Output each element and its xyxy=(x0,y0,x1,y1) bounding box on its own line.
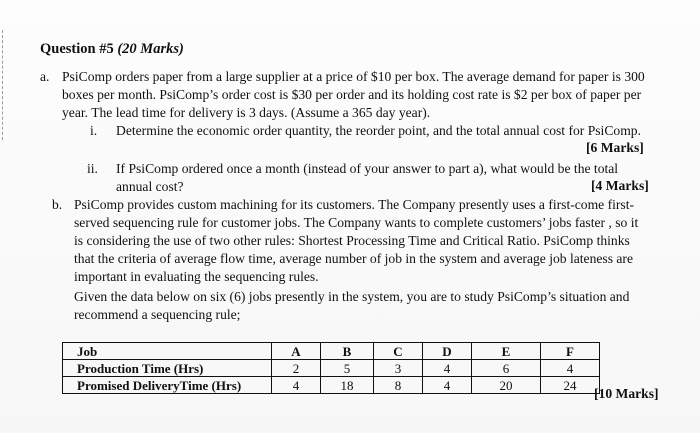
part-b-line-3: is considering the use of two other rules: Shortest Processing Time and Critical Ratio. PsiComp thinks xyxy=(74,233,630,248)
part-b-line-7: recommend a sequencing rule; xyxy=(74,307,241,322)
table-cell: 5 xyxy=(321,360,374,377)
job-header-e: E xyxy=(472,343,541,360)
table-header-row xyxy=(63,343,600,360)
sub-ii-label: ii. xyxy=(87,161,98,176)
table-cell: 3 xyxy=(374,360,423,377)
sub-i-marks: [6 Marks] xyxy=(586,140,644,155)
sub-ii-marks: [4 Marks] xyxy=(591,178,649,193)
part-b-label: b. xyxy=(52,197,63,212)
sub-ii-line-1: If PsiComp ordered once a month (instead of your answer to part a), what would be the total xyxy=(116,161,619,176)
part-b-line-2: served sequencing rule for customer jobs. The Company wants to complete customers’ jobs faster , so it xyxy=(74,215,639,230)
row-label-production-time: Production Time (Hrs) xyxy=(63,360,272,377)
part-a-line-3: year. The lead time for delivery is 3 days. (Assume a 365 day year). xyxy=(62,105,431,120)
page-edge-marks xyxy=(2,30,6,140)
job-header-a: A xyxy=(272,343,321,360)
job-header-b: B xyxy=(321,343,374,360)
table-cell: 6 xyxy=(472,360,541,377)
part-a-line-2: boxes per month. PsiComp’s order cost is $30 per order and its holding cost rate is $2 per box of paper per xyxy=(62,87,642,102)
job-header-d: D xyxy=(423,343,472,360)
table-header-job: Job xyxy=(63,343,272,360)
table-cell: 4 xyxy=(272,377,321,394)
part-a-label: a. xyxy=(40,69,50,84)
table-cell: 24 xyxy=(541,377,600,394)
row-label-promised-delivery: Promised DeliveryTime (Hrs) xyxy=(63,377,272,394)
sub-i-label: i. xyxy=(90,123,98,138)
table-row xyxy=(63,377,600,394)
job-header-f: F xyxy=(541,343,600,360)
part-b-line-6: Given the data below on six (6) jobs presently in the system, you are to study PsiComp’s situation and xyxy=(74,289,630,304)
job-header-c: C xyxy=(374,343,423,360)
sub-i-text: Determine the economic order quantity, the reorder point, and the total annual cost for PsiComp. xyxy=(116,123,641,138)
table-cell: 4 xyxy=(541,360,600,377)
part-b-line-4: that the criteria of average flow time, average number of job in the system and average job lateness are xyxy=(74,251,633,266)
table-cell: 4 xyxy=(423,377,472,394)
part-a-line-1: PsiComp orders paper from a large supplier at a price of $10 per box. The average demand for paper is 300 xyxy=(62,69,645,84)
part-b-line-5: important in evaluating the sequencing rules. xyxy=(74,269,319,284)
table-cell: 4 xyxy=(423,360,472,377)
table-row xyxy=(63,360,600,377)
sub-ii-line-2: annual cost? xyxy=(116,179,184,194)
question-title: Question #5 xyxy=(40,41,114,57)
part-b-marks: [10 Marks] xyxy=(594,386,659,401)
table-cell: 20 xyxy=(472,377,541,394)
jobs-table xyxy=(62,342,600,394)
table-cell: 2 xyxy=(272,360,321,377)
part-b-line-1: PsiComp provides custom machining for its customers. The Company presently uses a first-come first- xyxy=(74,197,635,212)
question-marks: (20 Marks) xyxy=(117,41,184,57)
table-cell: 8 xyxy=(374,377,423,394)
table-cell: 18 xyxy=(321,377,374,394)
question-heading xyxy=(40,41,184,58)
